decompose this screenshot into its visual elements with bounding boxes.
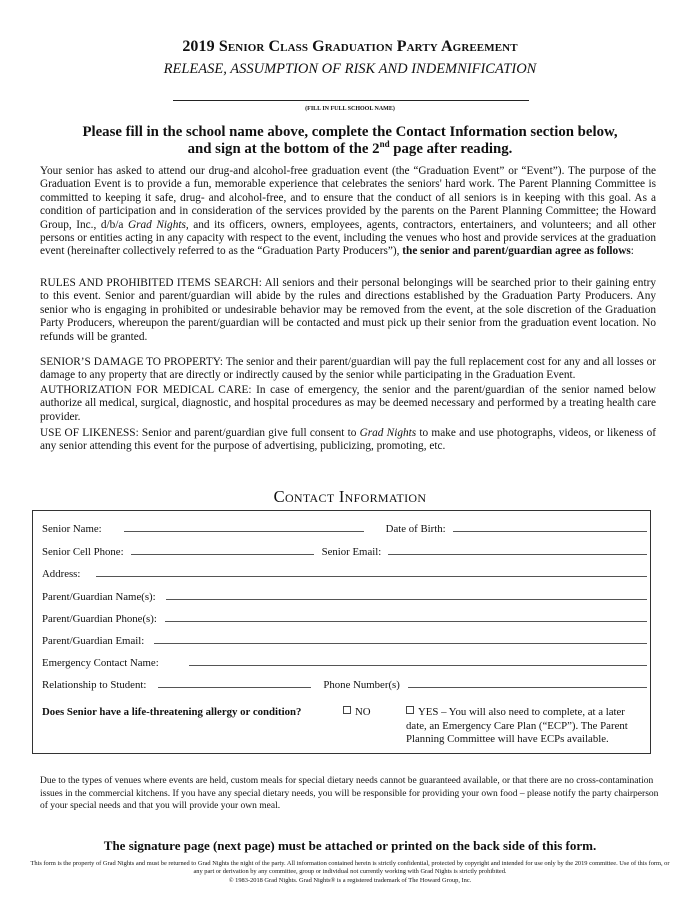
document-title [0, 38, 700, 56]
pg-phones-label: Parent/Guardian Phone(s): [42, 613, 157, 625]
allergy-yes-label: YES – You will also need to complete, at a later date, an Emergency Care Plan (“ECP”). The Parent Planning Committee will have ECPs available. [406, 706, 628, 745]
rules-paragraph: RULES AND PROHIBITED ITEMS SEARCH: All seniors and their personal belongings will be searched prior to their gaining entry to this event. Senior and parent/guardian will abide by the rules and directions established by the Graduation Party Producers. Any senior who is engaging in prohibited or undesirable behavior may be removed from the event, at the sole discretion of the Graduation Party Producers, whereupon the parent/guardian will be contacted and must pick up their senior from the graduation event location. No refunds will be granted. [40, 277, 656, 343]
phone-numbers-label: Phone Number(s) [323, 679, 400, 691]
pg-names-field[interactable] [166, 598, 647, 600]
phone-numbers-field[interactable] [408, 686, 647, 688]
relationship-field[interactable] [158, 686, 311, 688]
dietary-note: Due to the types of venues where events are held, custom meals for special dietary needs cannot be guaranteed available, or that there are no cross-contamination issues in the commercial kitchens. If you have any special dietary needs, you will be responsible for providing your own food – please notify the party chairperson of your special needs and that you will provide your own meal. [40, 776, 659, 811]
instructions-line2 [40, 141, 660, 158]
row-address [42, 568, 647, 580]
allergy-yes-option[interactable] [406, 706, 646, 747]
instructions-line1: Please fill in the school name above, complete the Contact Information section below, [82, 124, 618, 140]
document-subtitle: RELEASE, ASSUMPTION OF RISK AND INDEMNIFICATION [163, 61, 537, 77]
dob-field[interactable] [453, 530, 647, 532]
likeness-text-2: to make and use photographs, videos, or likeness of any senior attending this event for the purpose of advertising, publicizing, promoting, etc. [40, 427, 656, 453]
pg-phones-field[interactable] [165, 620, 647, 622]
senior-name-field[interactable] [124, 530, 364, 532]
instructions-line2-post: page after reading. [389, 141, 513, 157]
emergency-label: Emergency Contact Name: [42, 657, 159, 669]
row-relationship [42, 679, 647, 691]
signature-notice: The signature page (next page) must be attached or printed on the back side of this form. [103, 838, 597, 853]
likeness-text-1: USE OF LIKENESS: Senior and parent/guardian give full consent to [40, 427, 360, 439]
cell-phone-field[interactable] [131, 553, 314, 555]
instructions-line2-pre: and sign at the bottom of the 2 [187, 141, 380, 157]
allergy-no-label: NO [355, 706, 371, 718]
address-field[interactable] [96, 575, 647, 577]
address-label: Address: [42, 568, 81, 580]
intro-paragraph [40, 165, 656, 259]
pg-names-label: Parent/Guardian Name(s): [42, 591, 156, 603]
likeness-italic: Grad Nights [359, 427, 417, 439]
instructions-superscript: nd [379, 139, 390, 150]
row-pg-names [42, 591, 647, 603]
cell-phone-label: Senior Cell Phone: [42, 546, 124, 558]
row-emergency [42, 657, 647, 669]
allergy-no-checkbox[interactable] [343, 706, 351, 714]
pg-email-label: Parent/Guardian Email: [42, 635, 145, 647]
footer-copyright: © 1983-2018 Grad Nights. Grad Nights® is a registered trademark of The Howard Group, Inc. [228, 876, 472, 884]
school-name-field[interactable] [173, 100, 529, 101]
relationship-label: Relationship to Student: [42, 679, 147, 691]
footer-legal: This form is the property of Grad Nights and must be returned to Grad Nights the night of the party. All information contained herein is strictly confidential, protected by copyright and intended for use only by the 2019 committee. Use of this form, or any part or derivation by any committee, group or individual not currently working with Grad Nights is strictly prohibited. [30, 860, 670, 876]
title-text: Senior Class Graduation Party Agreement [218, 38, 518, 55]
footer [30, 860, 670, 885]
intro-italic: Grad Nights, [127, 218, 189, 231]
intro-bold: the senior and parent/guardian agree as follows [402, 245, 631, 258]
school-name-hint: (FILL IN FULL SCHOOL NAME) [305, 106, 395, 112]
intro-text-2: and its officers, owners, employees, agents, contractors, entertainers, and volunteers; and all other persons or entities acting in any capacity with respect to the event, including the venues who host and provide services at the graduation event (hereinafter collectively referred to as the “Graduation Party Producers”), [40, 218, 656, 258]
senior-name-label: Senior Name: [42, 523, 102, 535]
title-year: 2019 [182, 38, 215, 55]
senior-email-label: Senior Email: [321, 546, 382, 558]
damage-paragraph: SENIOR’S DAMAGE TO PROPERTY: The senior and their parent/guardian will pay the full replacement cost for any and all losses or damage to any property that are directly or indirectly caused by the senior while participating in the Graduation Event. [40, 356, 656, 382]
contact-form-box [32, 510, 651, 754]
row-senior-contact [42, 546, 647, 558]
row-senior-name [42, 523, 647, 535]
likeness-paragraph [40, 427, 656, 454]
senior-email-field[interactable] [388, 553, 647, 555]
allergy-question: Does Senior have a life-threatening allergy or condition? [42, 706, 302, 718]
row-pg-phones [42, 613, 647, 625]
pg-email-field[interactable] [154, 642, 647, 644]
allergy-yes-checkbox[interactable] [406, 706, 414, 714]
intro-end: : [630, 245, 634, 258]
medical-paragraph: AUTHORIZATION FOR MEDICAL CARE: In case of emergency, the senior and the parent/guardian of the senior named below authorize all medical, surgical, diagnostic, and hospital procedures as may be deemed necessary and performed by a treating health care provider. [40, 384, 656, 423]
allergy-no-option[interactable] [343, 706, 371, 718]
emergency-field[interactable] [189, 664, 647, 666]
contact-heading: Contact Information [273, 487, 427, 506]
instructions [40, 124, 660, 158]
dob-label: Date of Birth: [385, 523, 446, 535]
row-pg-email [42, 635, 647, 647]
intro-text-1: Your senior has asked to attend our drug-and alcohol-free graduation event (the “Graduation Event” or “Event”). The purpose of the Graduation Event is to provide a fun, memorable experience that celebrates the seniors' hard work. The Parent Planning Committee is committed to keeping it safe, drug- and alcohol-free, and to ensure that the conduct of all seniors is in keeping with this goal. As a condition of participation and in consideration of the services provided by the parents on the Parent Planning Committee; the Howard Group, Inc., d/b/a [40, 165, 656, 231]
